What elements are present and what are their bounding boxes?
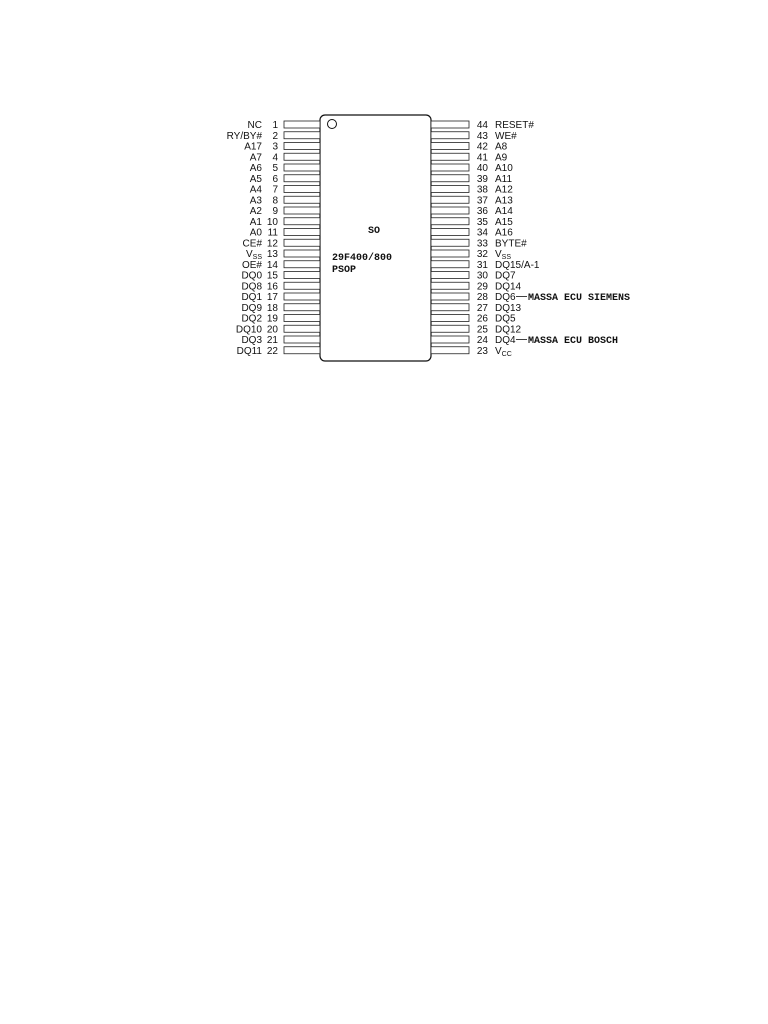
pin-label: OE# <box>241 259 262 271</box>
left-pin-column <box>227 120 320 357</box>
pin-label: DQ2 <box>241 313 262 325</box>
pin-lead <box>284 143 320 150</box>
pin-label: CE# <box>242 238 262 250</box>
pin-lead <box>431 325 469 332</box>
pin-label: DQ0 <box>241 270 262 282</box>
pin-label: $V_{CC}$ <box>495 345 512 358</box>
pin-number: 25 <box>476 324 488 336</box>
pin-30 <box>431 271 516 282</box>
pin-17 <box>241 292 320 303</box>
pin-lead <box>284 272 320 279</box>
pin-number: 1 <box>272 120 278 131</box>
pin-label: DQ11 <box>236 345 262 357</box>
pin-number: 24 <box>476 335 488 346</box>
pin-lead <box>284 304 320 311</box>
pin-lead <box>284 347 320 354</box>
pin-label: A3 <box>249 195 262 207</box>
pin-number: 7 <box>272 184 278 196</box>
pin-lead <box>431 336 469 343</box>
pin-label: DQ9 <box>241 302 262 314</box>
pin-lead <box>431 218 469 225</box>
pin-8 <box>250 195 320 206</box>
pin-35 <box>431 217 513 228</box>
pin-number: 32 <box>476 249 488 260</box>
pin-16 <box>241 281 320 292</box>
pin-41 <box>431 152 508 163</box>
pin-lead <box>431 250 469 257</box>
pin-1 <box>248 120 320 131</box>
pin-lead <box>284 153 320 160</box>
ground-annotation: MASSA ECU BOSCH <box>528 336 619 347</box>
pin-lead <box>431 315 469 322</box>
pin-27 <box>431 303 522 314</box>
pin-label: $V_{SS}$ <box>245 249 262 261</box>
pin-lead <box>284 229 320 236</box>
pin-label: A15 <box>495 216 513 228</box>
pin-number: 18 <box>266 302 278 314</box>
pin-label: A10 <box>495 163 513 174</box>
pin-number: 12 <box>266 238 278 250</box>
pin-label: DQ4 <box>495 335 516 346</box>
pin-lead <box>431 175 469 182</box>
pin-number: 40 <box>476 163 488 174</box>
pin-lead <box>284 282 320 289</box>
pin-29 <box>431 281 522 292</box>
pin-lead <box>284 186 320 193</box>
pin-number: 2 <box>272 130 278 142</box>
pin-label: A6 <box>249 163 262 174</box>
pin-24 <box>431 335 618 347</box>
pin-lead <box>431 229 469 236</box>
pin-number: 44 <box>476 120 488 131</box>
part-number: 29F400/800 <box>332 253 393 264</box>
pin-label: A0 <box>249 227 262 239</box>
pin-10 <box>250 217 320 228</box>
pin-22 <box>237 346 320 357</box>
pin-number: 4 <box>272 152 278 164</box>
pin-number: 37 <box>476 195 488 207</box>
pin-number: 30 <box>476 270 488 282</box>
pin-number: 29 <box>476 281 488 293</box>
pin-lead <box>284 207 320 214</box>
pin-label: DQ1 <box>241 292 262 303</box>
pin-44 <box>431 120 534 131</box>
pin-lead <box>431 196 469 203</box>
pin-11 <box>250 228 320 239</box>
pin-lead <box>431 121 469 128</box>
pin-label: A16 <box>495 227 513 239</box>
pin-lead <box>284 293 320 300</box>
pin-label: $V_{SS}$ <box>495 249 512 261</box>
pin-number: 31 <box>476 259 488 271</box>
pin-number: 33 <box>476 238 488 250</box>
pin-number: 20 <box>266 324 278 336</box>
pin-label: A17 <box>244 141 262 153</box>
pin-lead <box>431 282 469 289</box>
pin-label: A8 <box>495 141 508 153</box>
package-label: SO <box>368 226 381 237</box>
pin-number: 19 <box>266 313 278 325</box>
pin-label: A13 <box>495 195 513 207</box>
pin-number: 42 <box>476 141 488 153</box>
pin-33 <box>431 238 527 249</box>
package-type: PSOP <box>332 265 357 276</box>
pin-number: 15 <box>266 270 278 282</box>
pin-2 <box>227 131 320 142</box>
pin-5 <box>250 163 320 174</box>
pin-lead <box>431 186 469 193</box>
pin-number: 21 <box>266 335 278 346</box>
pin-34 <box>431 228 513 239</box>
pin-lead <box>284 261 320 268</box>
pin-label: A1 <box>249 216 262 228</box>
pin-label: DQ7 <box>495 270 516 282</box>
pin-label: A4 <box>249 184 262 196</box>
pin-42 <box>431 142 508 153</box>
pin-label: RY/BY# <box>226 130 262 142</box>
pin-label: A14 <box>495 206 513 217</box>
pin-lead <box>284 175 320 182</box>
pin-number: 26 <box>476 313 488 325</box>
pin-label: DQ10 <box>235 324 262 336</box>
pin-lead <box>431 272 469 279</box>
pin-lead <box>431 143 469 150</box>
pin-label: DQ12 <box>495 324 522 336</box>
pin-number: 28 <box>476 292 488 303</box>
pin-43 <box>431 131 517 142</box>
pin-label: A9 <box>495 152 508 164</box>
pin-lead <box>431 261 469 268</box>
pin-label: A12 <box>495 184 513 196</box>
pin-21 <box>241 335 320 346</box>
pin-25 <box>431 324 522 335</box>
pin-lead <box>284 250 320 257</box>
pin-number: 34 <box>476 227 488 239</box>
pin-9 <box>250 206 320 217</box>
pin-lead <box>431 207 469 214</box>
pin-number: 16 <box>266 281 278 293</box>
pin-label: RESET# <box>495 120 534 131</box>
pin-4 <box>250 152 320 163</box>
pin-number: 8 <box>272 195 278 207</box>
pin-lead <box>284 164 320 171</box>
right-pin-column <box>431 120 630 358</box>
pin-number: 35 <box>476 216 488 228</box>
pin-lead <box>284 336 320 343</box>
pin-number: 13 <box>266 249 278 260</box>
pin-lead <box>431 293 469 300</box>
pin-number: 6 <box>272 173 278 185</box>
pin-36 <box>431 206 513 217</box>
pin-lead <box>284 121 320 128</box>
pin-18 <box>241 303 320 314</box>
pin-number: 23 <box>476 345 488 357</box>
pin-37 <box>431 195 513 206</box>
pin-number: 11 <box>267 227 278 239</box>
pin-39 <box>431 174 512 185</box>
pin-number: 39 <box>476 173 488 185</box>
pin-lead <box>284 315 320 322</box>
pin-40 <box>431 163 513 174</box>
pin-label: DQ13 <box>495 302 522 314</box>
pin-number: 17 <box>266 292 278 303</box>
pin-23 <box>431 346 512 358</box>
pin-lead <box>431 132 469 139</box>
pin-label: DQ6 <box>495 292 516 303</box>
pin-label: A7 <box>249 152 262 164</box>
pin-number: 9 <box>272 206 278 217</box>
pin-lead <box>431 347 469 354</box>
pin-label: A2 <box>249 206 262 217</box>
pin-lead <box>284 132 320 139</box>
pin-3 <box>244 142 320 153</box>
pin-19 <box>241 314 320 325</box>
pin1-marker-dot <box>328 120 337 129</box>
pin-14 <box>242 260 320 271</box>
pin-number: 43 <box>476 130 488 142</box>
pin-label: A5 <box>249 173 262 185</box>
pin-number: 41 <box>476 152 488 164</box>
pin-12 <box>243 238 320 249</box>
pin-lead <box>431 164 469 171</box>
pin-lead <box>284 325 320 332</box>
pin-7 <box>250 185 320 196</box>
pin-38 <box>431 185 513 196</box>
pin-number: 5 <box>272 163 278 174</box>
pin-label: BYTE# <box>495 238 527 250</box>
pin-label: DQ3 <box>241 335 262 346</box>
ground-annotation: MASSA ECU SIEMENS <box>528 293 631 304</box>
pin-lead <box>284 218 320 225</box>
pin-label: DQ5 <box>495 313 516 325</box>
pin-number: 10 <box>266 216 278 228</box>
pin-26 <box>431 314 516 325</box>
pin-label: DQ14 <box>495 281 522 293</box>
pin-6 <box>250 174 320 185</box>
pin-lead <box>431 239 469 246</box>
pin-number: 14 <box>266 259 278 271</box>
pin-number: 22 <box>266 345 278 357</box>
pin-number: 27 <box>476 302 488 314</box>
pin-label: DQ8 <box>241 281 262 293</box>
pin-lead <box>431 153 469 160</box>
pin-number: 36 <box>476 206 488 217</box>
pin-lead <box>431 304 469 311</box>
pin-label: WE# <box>495 130 517 142</box>
pin-15 <box>241 271 320 282</box>
pin-28 <box>431 292 630 304</box>
pin-label: NC <box>247 120 262 131</box>
pin-31 <box>431 260 540 271</box>
pin-label: A11 <box>495 173 513 185</box>
pin-number: 3 <box>272 141 278 153</box>
pin-20 <box>236 324 320 335</box>
chip-body <box>320 115 431 361</box>
pin-lead <box>284 239 320 246</box>
pin-label: DQ15/A-1 <box>495 259 540 271</box>
pin-lead <box>284 196 320 203</box>
pin-number: 38 <box>476 184 488 196</box>
